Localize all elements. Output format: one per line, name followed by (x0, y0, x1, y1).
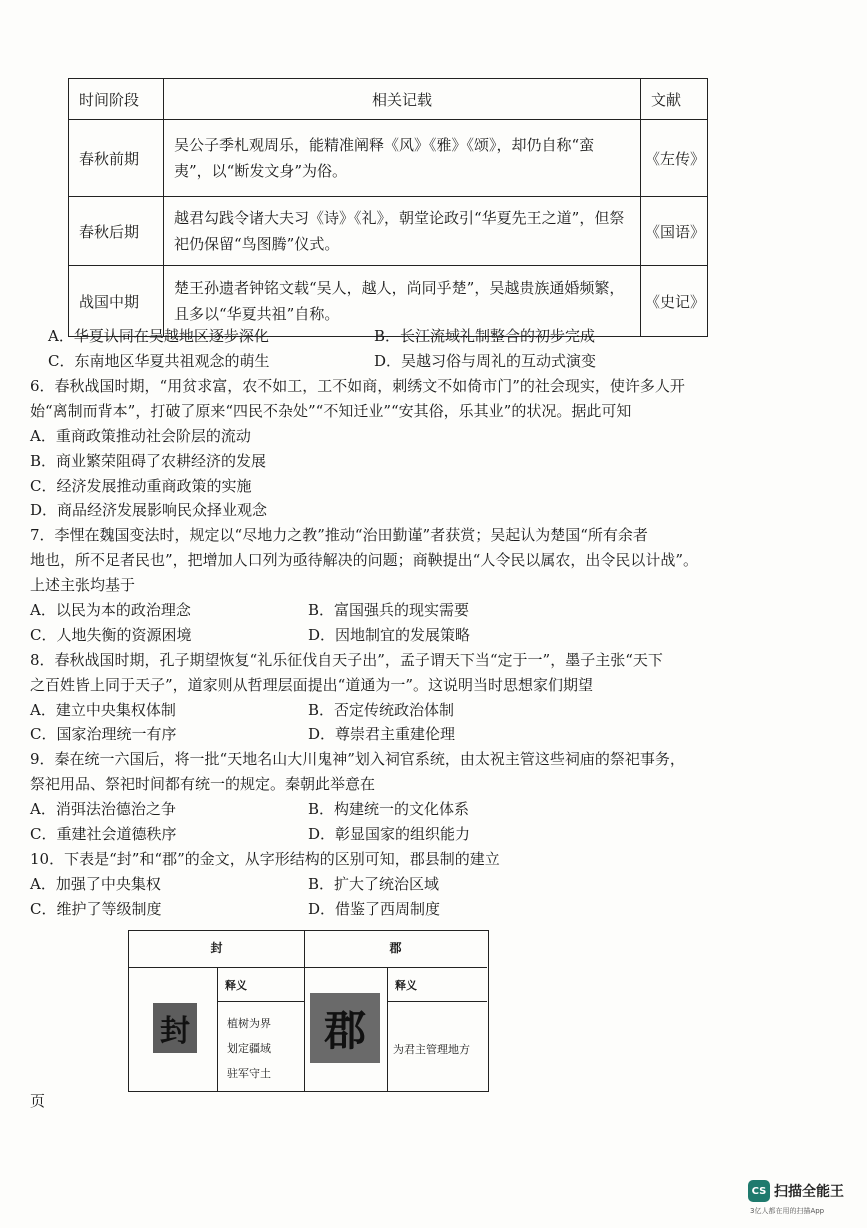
q6-stem-line2: 始“离制而背本”，打破了原来“四民不杂处”“不知迁业”“安其俗，乐其业”的状况。据此可知 (30, 402, 632, 420)
q6-stem-line1: 6．春秋战国时期，“用贫求富，农不如工，工不如商，刺绣文不如倚市门”的社会现实，使许多人开 (30, 377, 685, 395)
feng-header: 封 (129, 931, 304, 968)
feng-meaning-2: 划定疆域 (227, 1042, 271, 1055)
history-records-table (68, 78, 708, 337)
feng-label-divider (217, 1001, 304, 1002)
camscanner-logo-icon: CS (748, 1180, 770, 1202)
q9-stem-line2: 祭祀用品、祭祀时间都有统一的规定。秦朝此举意在 (30, 775, 376, 793)
record-cell: 楚王孙遗者钟铭文载“吴人，越人，尚同乎楚”，吴越贵族通婚频繁，且多以“华夏共祖”自称。 (164, 266, 641, 337)
watermark-subtitle: 3亿人都在用的扫描App (750, 1207, 825, 1215)
table-header-row (69, 79, 708, 120)
q5-option-c: C．东南地区华夏共祖观念的萌生 (48, 352, 270, 370)
q7-stem-line3: 上述主张均基于 (30, 576, 136, 594)
q9-option-a: A．消弭法治德治之争 (30, 800, 176, 818)
q10-stem: 10．下表是“封”和“郡”的金文，从字形结构的区别可知，郡县制的建立 (30, 850, 500, 868)
source-cell: 《左传》 (641, 120, 708, 197)
q10-option-c: C．维护了等级制度 (30, 900, 162, 918)
source-cell: 《国语》 (641, 197, 708, 266)
q10-option-a: A．加强了中央集权 (30, 875, 161, 893)
jun-meaning-label: 释义 (395, 979, 417, 992)
q7-stem-line2: 地也，所不足者民也”，把增加人口列为亟待解决的问题；商鞅提出“人令民以属农，出令民以计战”。 (30, 551, 699, 569)
header-source: 文献 (641, 79, 708, 120)
jun-header: 郡 (304, 931, 487, 968)
period-cell: 春秋前期 (69, 120, 164, 197)
source-cell: 《史记》 (641, 266, 708, 337)
jun-label-divider (387, 1001, 487, 1002)
bronze-inscription-table (128, 930, 489, 1092)
feng-inscription-image: 封 (153, 1003, 197, 1053)
feng-meaning-label: 释义 (225, 979, 247, 992)
q8-option-c: C．国家治理统一有序 (30, 725, 177, 743)
q8-option-a: A．建立中央集权体制 (30, 701, 176, 719)
period-cell: 战国中期 (69, 266, 164, 337)
q9-option-d: D．彰显国家的组织能力 (308, 825, 471, 843)
q6-option-a: A．重商政策推动社会阶层的流动 (30, 427, 251, 445)
q7-option-b: B．富国强兵的现实需要 (308, 601, 470, 619)
record-cell: 吴公子季札观周乐，能精准阐释《风》《雅》《颂》，却仍自称“蛮夷”，以“断发文身”为俗。 (164, 120, 641, 197)
q5-option-d: D．吴越习俗与周礼的互动式演变 (374, 352, 597, 370)
table-row (69, 197, 708, 266)
q8-stem-line2: 之百姓皆上同于天子”，道家则从哲理层面提出“道通为一”。这说明当时思想家们期望 (30, 676, 594, 694)
q6-option-b: B．商业繁荣阻碍了农耕经济的发展 (30, 452, 267, 470)
column-divider (304, 931, 305, 1091)
q6-option-c: C．经济发展推动重商政策的实施 (30, 477, 252, 495)
header-record: 相关记载 (164, 79, 641, 120)
q9-option-b: B．构建统一的文化体系 (308, 800, 470, 818)
q6-option-d: D．商品经济发展影响民众择业观念 (30, 501, 268, 519)
feng-meaning-1: 植树为界 (227, 1017, 271, 1030)
period-cell: 春秋后期 (69, 197, 164, 266)
q10-option-d: D．借鉴了西周制度 (308, 900, 441, 918)
q7-option-d: D．因地制宜的发展策略 (308, 626, 471, 644)
jun-inscription-image: 郡 (310, 993, 380, 1063)
table-row (69, 120, 708, 197)
q7-option-a: A．以民为本的政治理念 (30, 601, 191, 619)
q8-option-d: D．尊崇君主重建伦理 (308, 725, 456, 743)
page-number-text: 页 (30, 1092, 46, 1110)
watermark-name: 扫描全能王 (774, 1184, 844, 1200)
header-period: 时间阶段 (69, 79, 164, 120)
q8-stem-line1: 8．春秋战国时期，孔子期望恢复“礼乐征伐自天子出”，孟子谓天下当“定于一”，墨子主张“天下 (30, 651, 663, 669)
q9-stem-line1: 9．秦在统一六国后，将一批“天地名山大川鬼神”划入祠官系统，由太祝主管这些祠庙的祭祀事务， (30, 750, 685, 768)
q10-option-b: B．扩大了统治区域 (308, 875, 440, 893)
feng-meaning-3: 驻军守土 (227, 1067, 271, 1080)
q5-option-a: A．华夏认同在吴越地区逐步深化 (48, 327, 269, 345)
jun-meaning: 为君主管理地方 (393, 1043, 470, 1056)
jun-inner-divider (387, 967, 388, 1091)
q9-option-c: C．重建社会道德秩序 (30, 825, 177, 843)
camscanner-watermark (748, 1180, 860, 1220)
record-cell: 越君勾践令诸大夫习《诗》《礼》，朝堂论政引“华夏先王之道”，但祭祀仍保留“鸟图腾”仪式。 (164, 197, 641, 266)
q5-option-b: B．长江流域礼制整合的初步完成 (374, 327, 596, 345)
feng-inner-divider (217, 967, 218, 1091)
q7-stem-line1: 7．李悝在魏国变法时，规定以“尽地力之教”推动“治田勤谨”者获赏；吴起认为楚国“所有余者 (30, 526, 648, 544)
q8-option-b: B．否定传统政治体制 (308, 701, 455, 719)
q7-option-c: C．人地失衡的资源困境 (30, 626, 192, 644)
